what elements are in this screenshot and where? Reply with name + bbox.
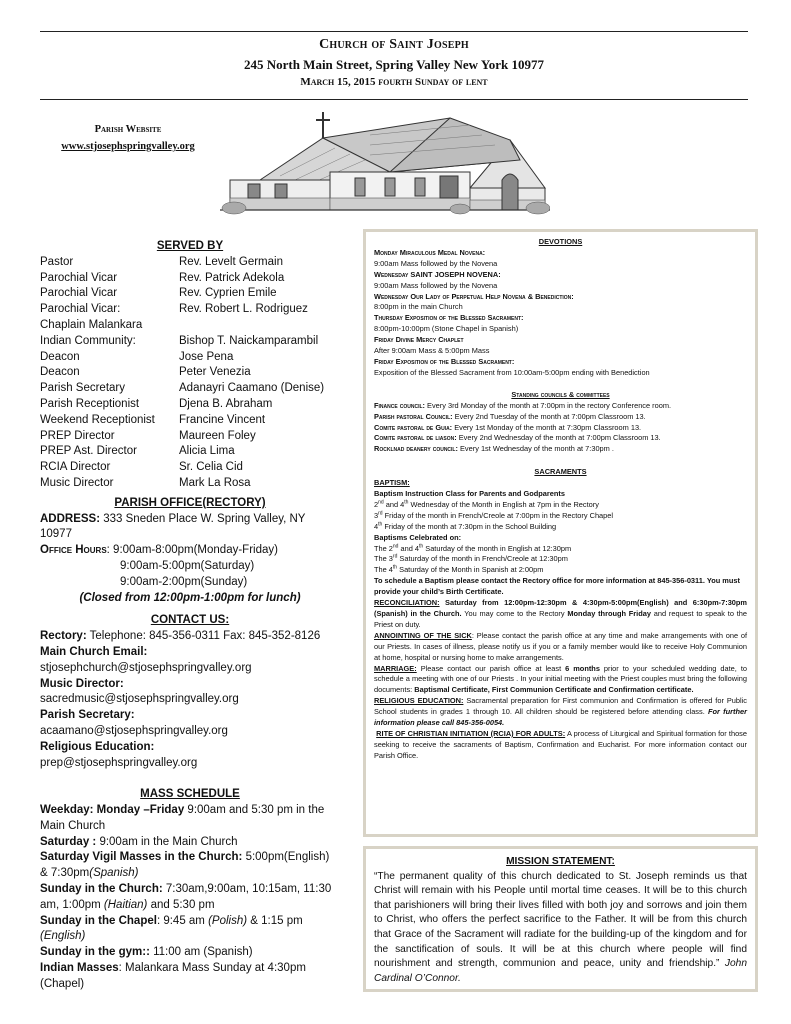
lunch-closure: (Closed from 12:00pm-1:00pm for lunch)	[79, 591, 301, 604]
staff-role: Indian Community:	[40, 334, 136, 347]
cel-3-text: Saturday of the Month in Spanish at 2:00pm	[399, 565, 544, 575]
staff-name: Rev. Cyprien Emile	[179, 287, 277, 300]
hours-saturday: 9:00am-5:00pm(Saturday)	[120, 559, 255, 572]
weekday-label: Weekday: Monday –Friday	[40, 804, 185, 817]
council-text: Every 1st Wednesday of the month at 7:30pm .	[457, 444, 614, 454]
council-row	[374, 412, 747, 423]
served-by-title: SERVED BY	[156, 240, 224, 252]
mass-gym	[40, 945, 340, 961]
indian-value: : Malankara Mass Sunday at 4:30pm (Chapel)	[40, 962, 306, 990]
mass-weekday	[40, 803, 340, 835]
staff-row	[40, 318, 340, 334]
vigil-lang: (Spanish)	[89, 867, 139, 880]
sunday-chapel-polish: (Polish)	[208, 914, 248, 927]
staff-role: Parish Secretary	[40, 382, 126, 395]
devotion-label: Friday Exposition of the Blessed Sacrament:	[374, 356, 515, 366]
staff-name: Adanayri Caamano (Denise)	[179, 382, 325, 395]
council-label: Rocklnad deanery council:	[374, 444, 458, 454]
rcia	[374, 729, 747, 762]
left-column	[40, 239, 340, 993]
staff-name: Bishop T. Naickamparambil	[179, 334, 319, 347]
office-hours	[40, 543, 340, 559]
mass-sunday-chapel	[40, 914, 340, 946]
hours-label: Office Hours	[40, 544, 107, 557]
rcia-text: A process of Liturgical and Spiritual formation for those seeking to receive the sacraments of Baptism, Confirmation and Eucharist. For more information contact our Parish Office.	[374, 728, 747, 760]
mass-schedule-title: MASS SCHEDULE	[140, 788, 240, 801]
staff-name: Rev. Levelt Germain	[179, 255, 283, 268]
celebrated-1: The 2nd and 4th Saturday of the month in English at 12:30pm	[374, 543, 572, 553]
baptism-class-2: 3rd Friday of the month in French/Creole at 7:00pm in the Rectory Chapel	[374, 510, 614, 520]
weekday-value: 9:00am and 5:30 pm in the Main Church	[40, 804, 325, 832]
class-1-text: Wednesday of the Month in English at 7pm in the Rectory	[410, 499, 599, 509]
devotion-text: Exposition of the Blessed Sacrament from 10:00am-5:00pm ending with Benediction	[374, 367, 650, 377]
sunday-church-end: and 5:30 pm	[147, 898, 215, 911]
sunday-chapel-label: Sunday in the Chapel	[40, 914, 157, 927]
marriage-months: 6 months	[565, 663, 600, 673]
website-title: Parish Website	[94, 124, 162, 135]
staff-name: Sr. Celia Cid	[179, 461, 243, 474]
baptism-label: BAPTISM:	[374, 478, 410, 488]
staff-row	[40, 429, 340, 445]
staff-name: Jose Pena	[179, 350, 234, 363]
mission-text-block	[374, 870, 747, 987]
vigil-value: 5:00pm(English) & 7:30pm	[40, 851, 330, 880]
staff-role: Deacon	[40, 350, 80, 363]
sacraments-title: SACRAMENTS	[534, 467, 587, 477]
marriage-label: MARRIAGE:	[374, 663, 417, 673]
staff-role: RCIA Director	[40, 461, 111, 474]
music-email-link[interactable]: sacredmusic@stjosephspringvalley.org	[40, 693, 239, 706]
rectory-value: Telephone: 845-356-0311 Fax: 845-352-8126	[86, 630, 321, 643]
main-email-link[interactable]: stjosephchurch@stjosephspringvalley.org	[40, 661, 252, 674]
baptism-schedule-note: To schedule a Baptism please contact the Rectory office for more information at 845-356-0311. You must provide your child’s Birth Certificate.	[374, 576, 740, 597]
celebrated-2: The 3rd Saturday of the month in French/Creole at 12:30pm	[374, 554, 568, 564]
staff-name: Mark La Rosa	[179, 476, 251, 489]
staff-name: Francine Vincent	[179, 413, 266, 426]
staff-name: Maureen Foley	[179, 429, 256, 442]
sunday-chapel-english: (English)	[40, 930, 86, 943]
council-row	[374, 444, 747, 455]
staff-row	[40, 350, 340, 366]
staff-name: Djena B. Abraham	[179, 397, 273, 410]
marriage-documents: Baptismal Certificate, First Communion Certificate and Confirmation certificate.	[414, 685, 694, 695]
saturday-label: Saturday :	[40, 835, 97, 848]
church-drawing	[220, 110, 550, 218]
devotions-sacraments-box	[363, 229, 758, 837]
staff-name: Peter Venezia	[179, 366, 251, 379]
baptism-class: Baptism Instruction Class for Parents and Godparents	[374, 489, 565, 499]
anointing	[374, 631, 747, 664]
mission-title: MISSION STATEMENT:	[506, 856, 615, 867]
devotion-text: 8:00pm in the main Church	[374, 302, 463, 312]
anointing-label: ANNOINTING OF THE SICK	[374, 630, 472, 640]
staff-role: Parochial Vicar	[40, 287, 118, 300]
staff-row	[40, 271, 340, 287]
main-email-label: Main Church Email:	[40, 645, 148, 658]
mass-saturday	[40, 835, 340, 851]
mission-statement-box	[363, 846, 758, 992]
staff-role: Parish Receptionist	[40, 397, 140, 410]
rectory-phone	[40, 629, 340, 645]
gym-label: Sunday in the gym::	[40, 946, 150, 959]
celebrated-label: Baptisms Celebrated on:	[374, 532, 462, 542]
parish-website	[38, 124, 218, 152]
devotion-label: Wednesday Our Lady of Perpetual Help Novena & Benediction:	[374, 291, 574, 301]
cel-2-text: Saturday of the month in French/Creole at 12:30pm	[399, 554, 568, 564]
marriage-text-2: prior to your scheduled wedding date, to schedule a meeting with one of our Priests . In your initial meeting with the Priest couples must bring the following documents:	[374, 663, 747, 695]
council-label: Finance council:	[374, 400, 425, 410]
reconciliation-label: RECONCILIATION:	[374, 598, 440, 608]
staff-role: PREP Ast. Director	[40, 445, 137, 458]
council-label: Comite pastoral de liason:	[374, 433, 457, 443]
religious-ed-phone: For further information please call 845-356-0054.	[374, 707, 747, 728]
music-label: Music Director:	[40, 677, 124, 690]
reconciliation-times: Saturday from 12:00pm-12:30pm & 4:30pm-5:00pm(English) and 6:30pm-7:30pm (Spanish) in the Church.	[374, 598, 747, 618]
secretary-label: Parish Secretary:	[40, 709, 135, 722]
contact-title: CONTACT US:	[150, 614, 230, 627]
reconciliation-days: Monday through Friday	[567, 609, 651, 618]
header-rule	[40, 99, 748, 100]
staff-row	[40, 444, 340, 460]
mass-indian	[40, 961, 340, 993]
sunday-chapel-value: : 9:45 am	[156, 914, 209, 927]
staff-row	[40, 334, 340, 350]
staff-row	[40, 381, 340, 397]
staff-row	[40, 302, 340, 318]
council-text: Every 2nd Wednesday of the month at 7:00pm Classroom 13.	[456, 433, 661, 443]
mass-vigil	[40, 850, 340, 882]
website-url[interactable]: www.stjosephspringvalley.org	[61, 141, 195, 152]
rectory-label: Rectory:	[40, 630, 87, 643]
staff-row	[40, 365, 340, 381]
staff-role: PREP Director	[40, 429, 115, 442]
staff-row	[40, 413, 340, 429]
indian-label: Indian Masses	[40, 962, 119, 975]
council-row	[374, 423, 747, 434]
gym-value: 11:00 am (Spanish)	[149, 946, 253, 959]
devotion-label: Thursday Exposition of the Blessed Sacrament:	[374, 313, 524, 323]
address-label: ADDRESS:	[40, 512, 101, 525]
staff-role: Pastor	[40, 255, 74, 268]
council-row	[374, 401, 747, 412]
address-value: 333 Sneden Place W. Spring Valley, NY 10977	[40, 512, 306, 541]
staff-name: Rev. Patrick Adekola	[179, 271, 285, 284]
mission-text: “The permanent quality of this church dedicated to St. Joseph reminds us that Christ will remain with his People until mortal time ceases. It will be to this church that parishioners will bring their lives filled with both joy and sorrows and join them to Christ, who offers the perfect sacrifice to the Father. It will be from this church that Grace of the Sacrament will radiate for the building-up of the kingdom and for the sanctification of souls. It will be at this church where people will find nourishment and strength, communion and peace, unity and friendship.”	[374, 870, 747, 970]
anointing-text: : Please contact the parish office at any time and make arrangements with one of our Priests. In cases of illness, please notify us if you or a family member would like to receive Holy Communion at home, hospital or nursing home to make arrangements.	[374, 630, 747, 662]
devotion-text: After 9:00am Mass & 5:00pm Mass	[374, 346, 490, 356]
staff-role: Deacon	[40, 366, 80, 379]
council-label: Comite pastoral de Guia:	[374, 422, 453, 432]
council-text: Every 3rd Monday of the month at 7:00pm in the rectory Conference room.	[424, 400, 672, 410]
staff-name: Alicia Lima	[179, 445, 235, 458]
reconciliation	[374, 598, 747, 631]
staff-row	[40, 476, 340, 492]
sunday-church-value: 7:30am,9:00am, 10:15am, 11:30 am, 1:00pm	[40, 883, 332, 911]
celebrated-3: The 4th Saturday of the Month in Spanish at 2:00pm	[374, 564, 544, 575]
council-text: Every 1st Monday of the month at 7:30pm Classroom 13.	[452, 422, 642, 432]
hours-weekday: : 9:00am-8:00pm(Monday-Friday)	[106, 544, 278, 557]
devotion-text: 9:00am Mass followed by the Novena	[374, 280, 498, 290]
class-3-text: Friday of the month at 7:30pm in the School Building	[384, 521, 557, 531]
staff-row	[40, 460, 340, 476]
reconciliation-text: You may come to the Rectory	[461, 609, 568, 618]
staff-role: Music Director	[40, 476, 114, 489]
religious-ed-text: Sacramental preparation for First communion and Confirmation is offered for Public School students in grades 1 through 10. All children should be registered before attending class.	[374, 696, 747, 717]
staff-row	[40, 286, 340, 302]
devotion-text: 9:00am Mass followed by the Novena	[374, 258, 498, 268]
cel-1-text: Saturday of the month in English at 12:30pm	[425, 543, 572, 553]
marriage-text-1: Please contact our parish office at least	[416, 663, 566, 673]
mission-author: John Cardinal O’Connor.	[374, 958, 747, 984]
staff-role: Chaplain Malankara	[40, 318, 143, 331]
religious-email-link[interactable]: prep@stjosephspringvalley.org	[40, 756, 198, 769]
baptism-class-3: 4th Friday of the month at 7:30pm in the School Building	[374, 521, 557, 531]
rcia-label: RITE OF CHRISTIAN INITIATION (RCIA) FOR ADULTS:	[376, 728, 566, 738]
secretary-email-link[interactable]: acaamano@stjosephspringvalley.org	[40, 724, 228, 737]
council-label: Parish pastoral Council:	[374, 411, 453, 421]
sunday-church-haitian: (Haitian)	[103, 898, 148, 911]
marriage	[374, 664, 747, 697]
religious-education	[374, 696, 747, 729]
staff-row	[40, 255, 340, 271]
staff-list	[40, 255, 340, 492]
mass-sunday-church	[40, 882, 340, 914]
office-address	[40, 512, 340, 544]
sunday-chapel-mid: & 1:15 pm	[247, 914, 303, 927]
church-name: Church of Saint Joseph	[319, 37, 469, 52]
reconciliation-text-2: and request to speak to the Priest on duty.	[374, 609, 748, 629]
devotion-label: Monday Miraculous Medal Novena:	[374, 247, 486, 257]
vigil-label: Saturday Vigil Masses in the Church:	[40, 851, 243, 864]
staff-row	[40, 397, 340, 413]
staff-role: Parochial Vicar:	[40, 303, 121, 316]
hours-sunday: 9:00am-2:00pm(Sunday)	[120, 575, 248, 588]
date-line: March 15, 2015 fourth Sunday of lent	[300, 76, 488, 88]
parish-office-title: PARISH OFFICE(RECTORY)	[114, 496, 266, 509]
devotions-title: DEVOTIONS	[538, 237, 583, 246]
sunday-church-label: Sunday in the Church:	[40, 883, 163, 896]
church-address: 245 North Main Street, Spring Valley New York 10977	[243, 57, 545, 72]
top-rule	[40, 31, 748, 32]
baptism-class-1: 2nd and 4th Wednesday of the Month in English at 7pm in the Rectory	[374, 499, 599, 509]
devotion-text: 8:00pm-10:00pm (Stone Chapel in Spanish)	[374, 324, 519, 334]
council-text: Every 2nd Tuesday of the month at 7:00pm Classroom 13.	[452, 411, 646, 421]
staff-role: Weekend Receptionist	[40, 413, 155, 426]
religious-label: Religious Education:	[40, 740, 155, 753]
staff-name: Rev. Robert L. Rodriguez	[179, 303, 308, 316]
staff-role: Parochial Vicar	[40, 271, 118, 284]
devotion-label: Wednesday SAINT JOSEPH NOVENA:	[374, 269, 501, 279]
saturday-value: 9:00am in the Main Church	[96, 835, 238, 848]
council-row	[374, 433, 747, 444]
religious-ed-label: RELIGIOUS EDUCATION:	[374, 696, 464, 706]
councils-title: Standing councils & committees	[511, 389, 610, 399]
devotion-label: Friday Divine Mercy Chaplet	[374, 335, 464, 345]
